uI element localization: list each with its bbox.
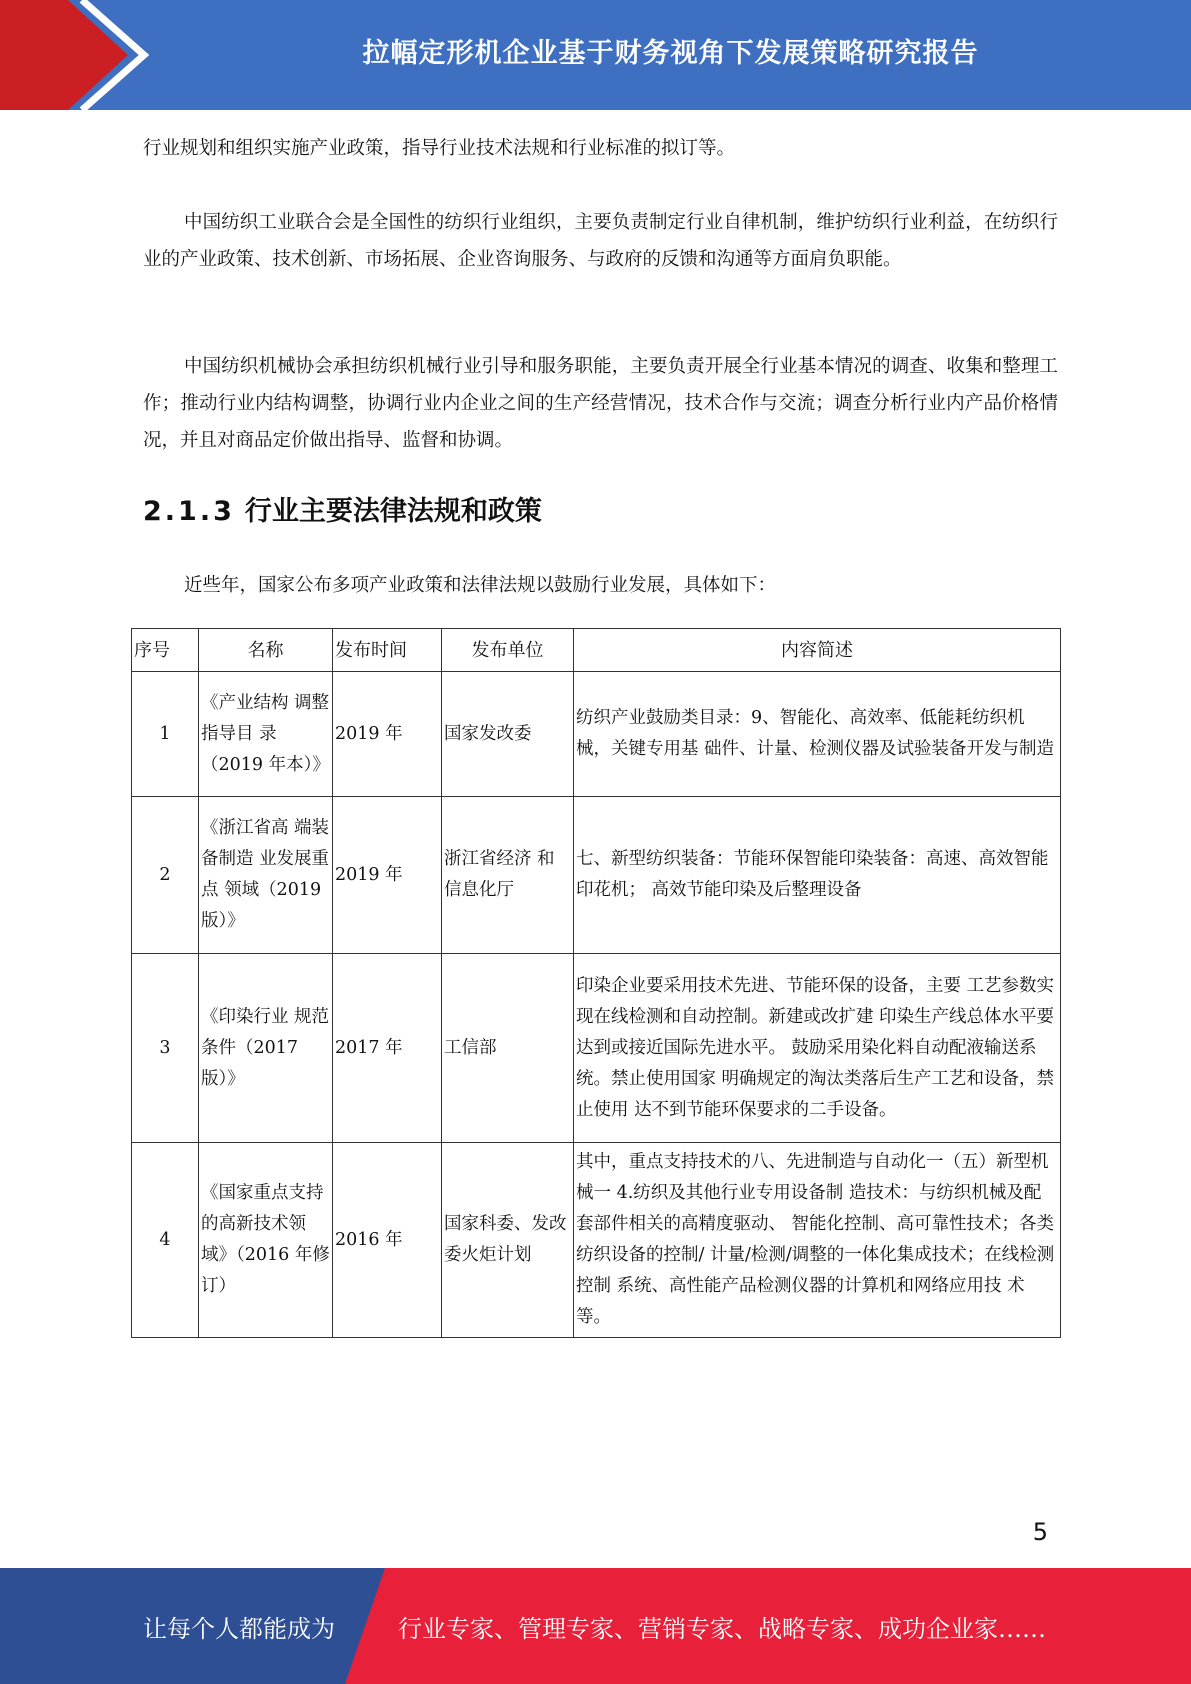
cell-summary: 七、新型纺织装备：节能环保智能印染装备：高速、高效智能印花机； 高效节能印染及后整理设备 (574, 797, 1061, 954)
cell-issuer: 浙江省经济 和信息化厅 (442, 797, 574, 954)
column-header-name: 名称 (199, 629, 333, 672)
cell-index: 2 (132, 797, 199, 954)
paragraph: 中国纺织工业联合会是全国性的纺织行业组织，主要负责制定行业自律机制，维护纺织行业利益，在纺织行业的产业政策、技术创新、市场拓展、企业咨询服务、与政府的反馈和沟通等方面肩负职能。 (143, 212, 1058, 270)
policy-table (131, 628, 1061, 1338)
cell-index: 1 (132, 672, 199, 797)
footer-slogan-right: 行业专家、管理专家、营销专家、战略专家、成功企业家…… (398, 1614, 1046, 1643)
cell-summary: 纺织产业鼓励类目录：9、智能化、高效率、低能耗纺织机械，关键专用基 础件、计量、检测仪器及试验装备开发与制造 (574, 672, 1061, 797)
section-title: 行业主要法律法规和政策 (244, 496, 542, 527)
cell-date: 2019 年 (333, 797, 442, 954)
table-row (132, 797, 1061, 954)
table-row (132, 672, 1061, 797)
section-heading (143, 489, 542, 528)
cell-summary: 其中，重点支持技术的八、先进制造与自动化一（五）新型机械一 4.纺织及其他行业专用设备制 造技术：与纺织机械及配套部件相关的高精度驱动、 智能化控制、高可靠性技术；各类纺织设备的控制/ 计量/检测/调整的一体化集成技术；在线检测控制 系统、高性能产品检测仪器的计算机和网络应用技 术等。 (574, 1143, 1061, 1338)
cell-name: 《印染行业 规范条件（2017 版）》 (199, 954, 333, 1143)
cell-date: 2017 年 (333, 954, 442, 1143)
table-row (132, 954, 1061, 1143)
column-header-index: 序号 (132, 629, 199, 672)
table-header-row (132, 629, 1061, 672)
cell-index: 4 (132, 1143, 199, 1338)
cell-name: 《国家重点支持的高新技术领域》（2016 年修订） (199, 1143, 333, 1338)
paragraph: 行业规划和组织实施产业政策，指导行业技术法规和行业标准的拟订等。 (143, 138, 736, 159)
column-header-summary: 内容简述 (574, 629, 1061, 672)
cell-date: 2019 年 (333, 672, 442, 797)
cell-issuer: 工信部 (442, 954, 574, 1143)
footer-slogan-left: 让每个人都能成为 (143, 1614, 335, 1643)
page-header (0, 0, 1191, 110)
column-header-issuer: 发布单位 (442, 629, 574, 672)
document-title: 拉幅定形机企业基于财务视角下发展策略研究报告 (362, 37, 979, 69)
cell-name: 《产业结构 调整指导目 录（2019 年本）》 (199, 672, 333, 797)
page-footer (0, 1568, 1191, 1684)
cell-date: 2016 年 (333, 1143, 442, 1338)
paragraph: 近些年，国家公布多项产业政策和法律法规以鼓励行业发展，具体如下： (184, 575, 777, 596)
section-number: 2.1.3 (143, 496, 235, 527)
cell-index: 3 (132, 954, 199, 1143)
cell-issuer: 国家科委、发改委火炬计划 (442, 1143, 574, 1338)
cell-issuer: 国家发改委 (442, 672, 574, 797)
cell-summary: 印染企业要采用技术先进、节能环保的设备，主要 工艺参数实现在线检测和自动控制。新建或改扩建 印染生产线总体水平要达到或接近国际先进水平。 鼓励采用染化料自动配液输送系统。禁止使用国家 明确规定的淘汰类落后生产工艺和设备，禁止使用 达不到节能环保要求的二手设备。 (574, 954, 1061, 1143)
cell-name: 《浙江省高 端装备制造 业发展重点 领域（2019 版）》 (199, 797, 333, 954)
table-row (132, 1143, 1061, 1338)
paragraph: 中国纺织机械协会承担纺织机械行业引导和服务职能，主要负责开展全行业基本情况的调查、收集和整理工作；推动行业内结构调整，协调行业内企业之间的生产经营情况，技术合作与交流；调查分析行业内产品价格情况，并且对商品定价做出指导、监督和协调。 (143, 356, 1058, 451)
column-header-date: 发布时间 (333, 629, 442, 672)
page-number: 5 (1032, 1518, 1048, 1546)
